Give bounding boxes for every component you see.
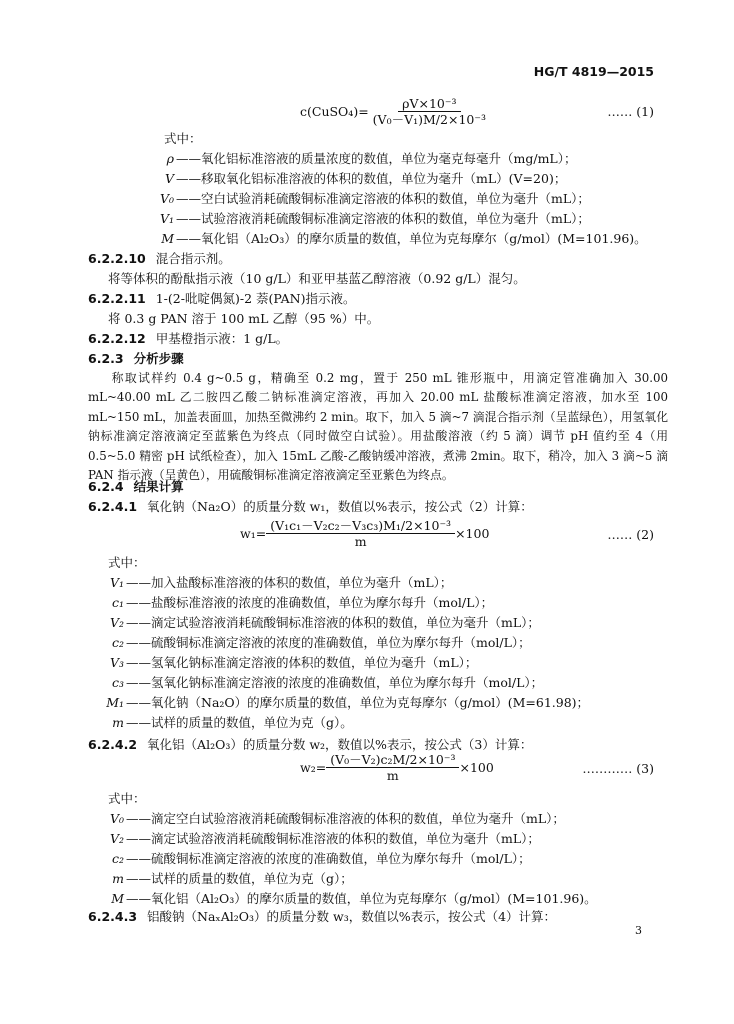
formula-3-denominator: m (386, 768, 399, 783)
defs-3-text: ——滴定试验溶液消耗硫酸铜标准溶液的体积的数值，单位为毫升（mL）； (126, 831, 540, 846)
defs-3-where: 式中： (108, 791, 146, 806)
section-title: 甲基橙指示液：1 g/L。 (155, 331, 289, 346)
section-number: 6.2.2.12 (88, 331, 146, 346)
section-number: 6.2.4.3 (88, 909, 138, 924)
defs-1-where: 式中： (164, 131, 202, 146)
section-text: 氧化钠（Na₂O）的质量分数 w₁，数值以%表示，按公式（2）计算： (147, 499, 533, 514)
section-number: 6.2.2.11 (88, 291, 146, 306)
defs-1-symbol: V₀ (159, 191, 174, 206)
section-title: 结果计算 (133, 479, 184, 494)
defs-2-text: ——滴定试验溶液消耗硫酸铜标准溶液的体积的数值，单位为毫升（mL）； (126, 615, 540, 630)
defs-1-symbol: V (164, 171, 174, 186)
defs-2-text: ——试样的质量的数值，单位为克（g）。 (126, 715, 353, 730)
formula-1-denominator: (V₀－V₁)M/2×10⁻³ (372, 112, 486, 127)
defs-2-symbol: c₃ (111, 675, 124, 690)
formula-2-fraction (266, 518, 455, 549)
section-title: 1-(2-吡啶偶氮)-2 萘(PAN)指示液。 (155, 291, 356, 306)
formula-3 (300, 752, 494, 783)
defs-2-text: ——氧化钠（Na₂O）的摩尔质量的数值，单位为克每摩尔（g/mol）(M=61.98)； (126, 695, 590, 710)
section-6-2-2-11-body: 将 0.3 g PAN 溶于 100 mL 乙醇（95 %）中。 (108, 311, 380, 326)
formula-3-lhs: w₂= (300, 760, 327, 775)
defs-2-symbol: c₁ (111, 595, 124, 610)
defs-1-text: ——空白试验消耗硫酸铜标准滴定溶液的体积的数值，单位为毫升（mL）； (176, 191, 590, 206)
formula-1-numerator: ρV×10⁻³ (398, 96, 460, 112)
section-6-2-3-heading (88, 350, 184, 368)
formula-3-numerator: (V₀－V₂)c₂M/2×10⁻³ (326, 752, 459, 768)
section-title: 分析步骤 (133, 351, 184, 366)
formula-2-number: …… (2) (607, 527, 654, 542)
defs-3-text: ——试样的质量的数值，单位为克（g）； (126, 871, 353, 886)
defs-2-symbol: m (112, 715, 124, 730)
defs-2-symbol: V₃ (109, 655, 124, 670)
formula-3-tail: ×100 (459, 760, 494, 775)
standard-code: HG/T 4819—2015 (533, 64, 654, 79)
section-6-2-2-10-heading (88, 250, 231, 268)
defs-3-symbol: M (111, 891, 124, 906)
defs-2-symbol: V₁ (109, 575, 124, 590)
defs-3-text: ——硫酸铜标准滴定溶液的浓度的准确数值，单位为摩尔每升（mol/L）； (126, 851, 531, 866)
defs-1-text: ——氧化铝标准溶液的质量浓度的数值，单位为毫克每毫升（mg/mL）； (176, 151, 577, 166)
defs-2-text: ——盐酸标准溶液的浓度的准确数值，单位为摩尔每升（mol/L）； (126, 595, 494, 610)
defs-3-text: ——氧化铝（Al₂O₃）的摩尔质量的数值，单位为克每摩尔（g/mol）(M=101.96)。 (126, 891, 597, 906)
section-text: 铝酸钠（NaₓAl₂O₃）的质量分数 w₃，数值以%表示，按公式（4）计算： (147, 909, 557, 924)
formula-2 (240, 518, 489, 549)
section-6-2-4-3-heading (88, 908, 556, 926)
formula-1-lhs: c(CuSO₄)= (300, 104, 369, 119)
formula-1 (300, 96, 490, 127)
formula-2-numerator: (V₁c₁－V₂c₂－V₃c₃)M₁/2×10⁻³ (266, 518, 455, 534)
section-number: 6.2.4 (88, 479, 124, 494)
formula-2-denominator: m (354, 534, 367, 549)
section-number: 6.2.3 (88, 351, 124, 366)
defs-1-symbol: M (161, 231, 174, 246)
defs-2-symbol: V₂ (109, 615, 124, 630)
formula-1-fraction (369, 96, 490, 127)
defs-1-text: ——试验溶液消耗硫酸铜标准滴定溶液的体积的数值，单位为毫升（mL）； (176, 211, 590, 226)
defs-2-text: ——氢氧化钠标准滴定溶液的浓度的准确数值，单位为摩尔每升（mol/L）； (126, 675, 544, 690)
defs-2-text: ——氢氧化钠标准滴定溶液的体积的数值，单位为毫升（mL）； (126, 655, 478, 670)
defs-3-text: ——滴定空白试验溶液消耗硫酸铜标准溶液的体积的数值，单位为毫升（mL）； (126, 811, 565, 826)
section-number: 6.2.4.1 (88, 499, 138, 514)
defs-2-text: ——加入盐酸标准溶液的体积的数值，单位为毫升（mL）； (126, 575, 453, 590)
formula-1-number: …… (1) (607, 104, 654, 119)
defs-3-symbol: c₂ (111, 851, 124, 866)
defs-2-text: ——硫酸铜标准滴定溶液的浓度的准确数值，单位为摩尔每升（mol/L）； (126, 635, 531, 650)
section-number: 6.2.2.10 (88, 251, 146, 266)
section-number: 6.2.4.2 (88, 737, 138, 752)
section-6-2-2-11-heading (88, 290, 355, 308)
section-text: 氧化铝（Al₂O₃）的质量分数 w₂，数值以%表示，按公式（3）计算： (147, 737, 533, 752)
section-6-2-2-10-body: 将等体积的酚酞指示液（10 g/L）和亚甲基蓝乙醇溶液（0.92 g/L）混匀。 (108, 271, 526, 286)
section-title: 混合指示剂。 (155, 251, 231, 266)
section-6-2-3-body: 称取试样约 0.4 g~0.5 g，精确至 0.2 mg，置于 250 mL 锥形瓶中，用滴定管准确加入 30.00 mL~40.00 mL 乙二胺四乙酸二钠标准滴定溶液，再加入 20.00 mL 盐酸标准滴定溶液，加水至 100 mL~150 mL，加盖表面皿，加热至微沸约 2 min。取下，加入 5 滴~7 滴混合指示剂（呈蓝绿色），用氢氧化钠标准滴定溶液滴定至蓝紫色为终点（同时做空白试验）。用盐酸溶液（约 5 滴）调节 pH 值约至 4（用 0.5~5.0 精密 pH 试纸检查），加入 15mL 乙酸-乙酸钠缓冲溶液，煮沸 2min。取下，稍冷，加入 3 滴~5 滴 PAN 指示液（呈黄色），用硫酸铜标准滴定溶液滴定至亚紫色为终点。 (88, 371, 668, 483)
defs-2-where: 式中： (108, 555, 146, 570)
section-6-2-2-12-heading (88, 330, 288, 348)
defs-2-symbol: c₂ (111, 635, 124, 650)
defs-1-text: ——氧化铝（Al₂O₃）的摩尔质量的数值，单位为克每摩尔（g/mol）(M=101.96)。 (176, 231, 647, 246)
defs-2-symbol: M₁ (106, 695, 124, 710)
defs-3-symbol: V₀ (109, 811, 124, 826)
defs-3-symbol: V₂ (109, 831, 124, 846)
formula-2-tail: ×100 (455, 526, 490, 541)
defs-1-text: ——移取氧化铝标准溶液的体积的数值，单位为毫升（mL）(V=20)； (176, 171, 567, 186)
page-number: 3 (635, 924, 642, 937)
section-6-2-4-1-heading (88, 498, 533, 516)
formula-3-number: ………… (3) (582, 761, 654, 776)
formula-3-fraction (326, 752, 459, 783)
defs-1-symbol: V₁ (159, 211, 174, 226)
formula-2-lhs: w₁= (240, 526, 267, 541)
defs-1-symbol: ρ (166, 151, 174, 166)
defs-3-symbol: m (112, 871, 124, 886)
section-6-2-4-heading (88, 478, 184, 496)
